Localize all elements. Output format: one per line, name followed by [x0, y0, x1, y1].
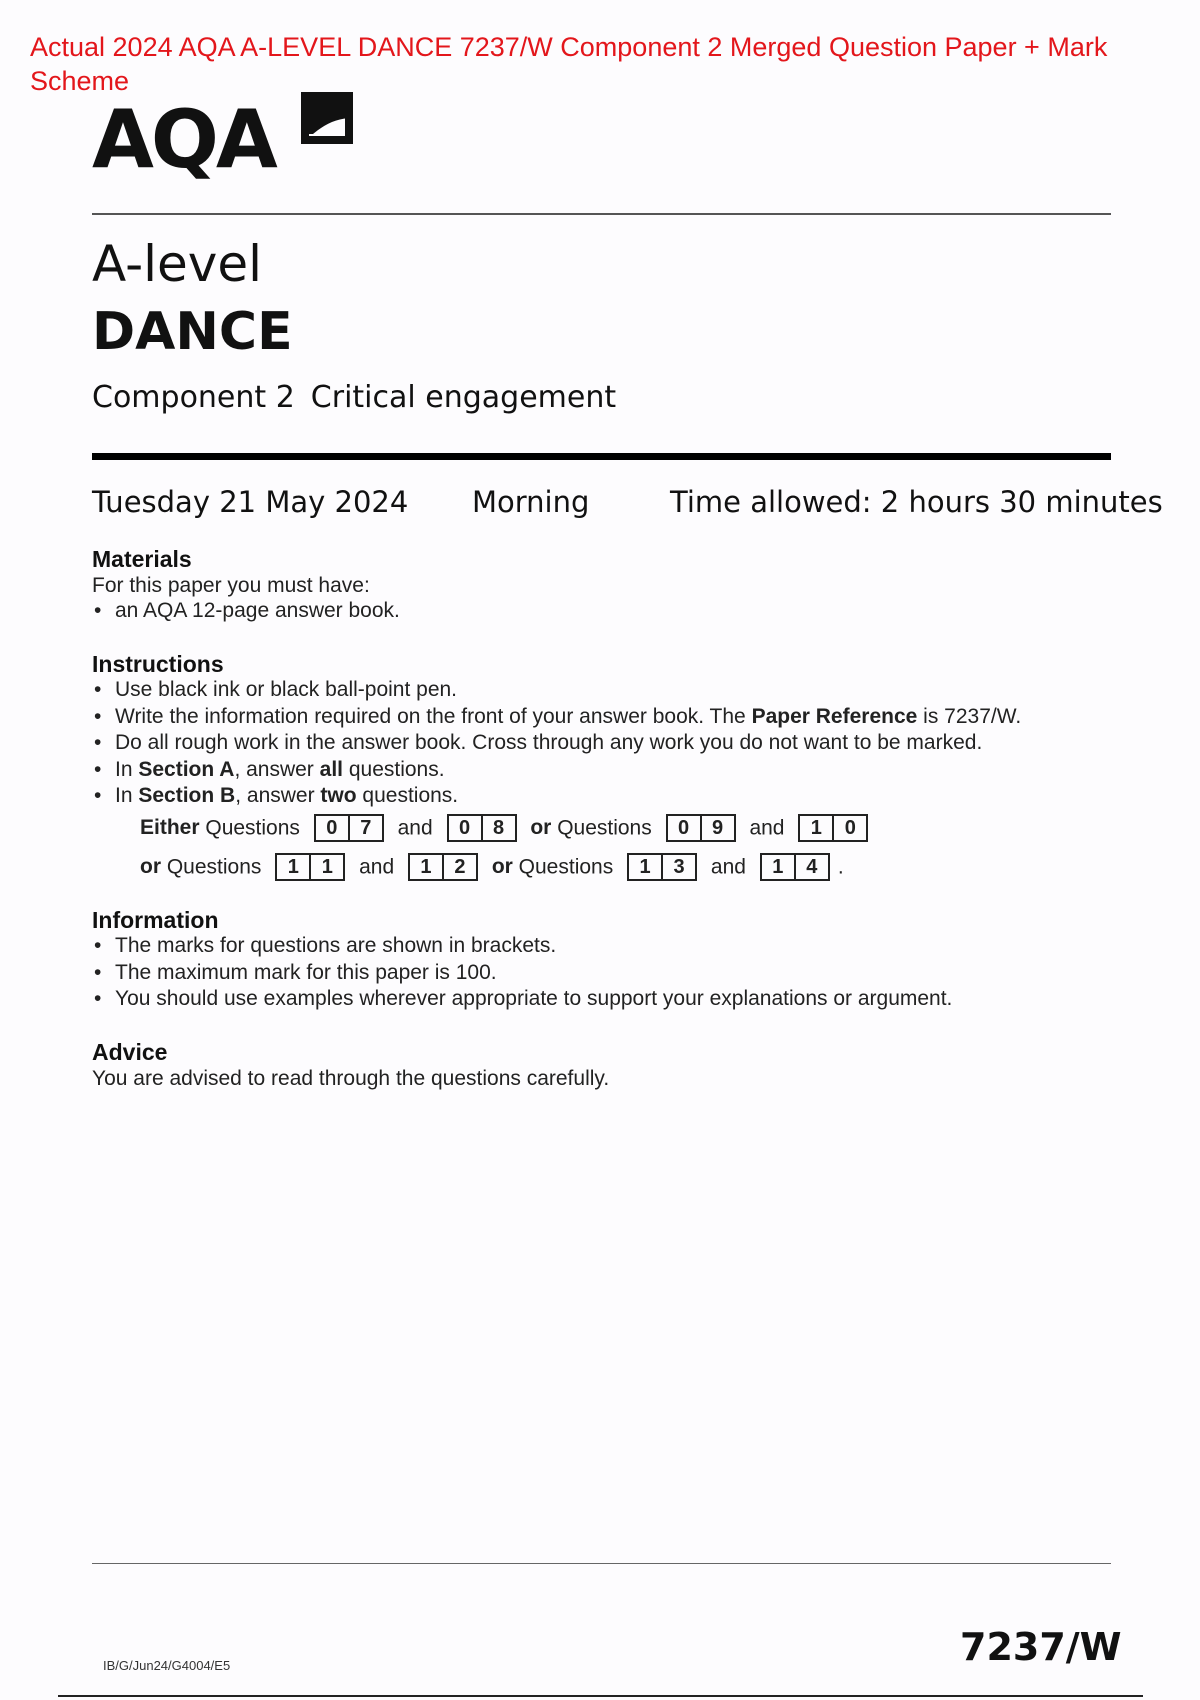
- question-choice-line-2: or Questions 1 1 and 1 2 or Questions 1 3 and 1 4 .: [140, 851, 844, 883]
- footer-reference-code: IB/G/Jun24/G4004/E5: [103, 1658, 231, 1673]
- list-item: • In Section A, answer all questions.: [92, 757, 1021, 784]
- paper-code: 7237/W: [960, 1625, 1122, 1669]
- component-number: Component 2: [92, 380, 295, 415]
- information-list: [92, 933, 952, 1013]
- list-item: • Do all rough work in the answer book. Cross through any work you do not want to be marked.: [92, 730, 1021, 757]
- question-number-box: 1 1: [275, 853, 345, 881]
- advice-text: You are advised to read through the questions carefully.: [92, 1067, 610, 1090]
- list-item: • Write the information required on the front of your answer book. The Paper Reference is 7237/W.: [92, 704, 1021, 731]
- instructions-heading: Instructions: [92, 651, 224, 677]
- information-heading: Information: [92, 907, 219, 933]
- list-item: • In Section B, answer two questions.: [92, 783, 1021, 810]
- question-number-box: 1 3: [627, 853, 697, 881]
- component-name: Critical engagement: [310, 380, 617, 415]
- materials-list: [92, 598, 400, 625]
- exam-session: Morning: [472, 485, 590, 519]
- question-number-box: 0 9: [666, 814, 736, 842]
- header-divider: [92, 213, 1111, 215]
- question-number-box: 0 8: [447, 814, 517, 842]
- advice-heading: Advice: [92, 1039, 168, 1065]
- list-item: • The marks for questions are shown in brackets.: [92, 933, 952, 960]
- list-item: • You should use examples wherever appropriate to support your explanations or argument.: [92, 986, 952, 1013]
- footer-divider: [92, 1563, 1111, 1564]
- instructions-list: [92, 677, 1021, 810]
- list-item: • The maximum mark for this paper is 100.: [92, 960, 952, 987]
- qualification-level: A-level: [92, 235, 263, 293]
- list-item: • an AQA 12-page answer book.: [92, 598, 400, 625]
- list-item: • Use black ink or black ball-point pen.: [92, 677, 1021, 704]
- question-number-box: 0 7: [314, 814, 384, 842]
- document-banner-title: Actual 2024 AQA A-LEVEL DANCE 7237/W Component 2 Merged Question Paper + Mark Scheme: [30, 32, 1108, 96]
- question-number-box: 1 4: [760, 853, 830, 881]
- logo-text: AQA: [92, 93, 275, 186]
- question-number-box: 1 0: [798, 814, 868, 842]
- question-choice-line-1: Either Questions 0 7 and 0 8 or Questions 0 9 and 1 0: [140, 812, 876, 844]
- exam-date: Tuesday 21 May 2024: [92, 485, 409, 519]
- title-divider: [92, 453, 1111, 460]
- aqa-logo: [92, 88, 372, 186]
- materials-intro: For this paper you must have:: [92, 574, 370, 597]
- question-number-box: 1 2: [408, 853, 478, 881]
- subject-title: DANCE: [92, 302, 293, 362]
- component-title: [92, 380, 616, 415]
- materials-heading: Materials: [92, 546, 192, 572]
- time-allowed: Time allowed: 2 hours 30 minutes: [670, 485, 1163, 519]
- aqa-swoosh-logo-icon: [297, 88, 357, 148]
- page-bottom-border: [58, 1695, 1143, 1697]
